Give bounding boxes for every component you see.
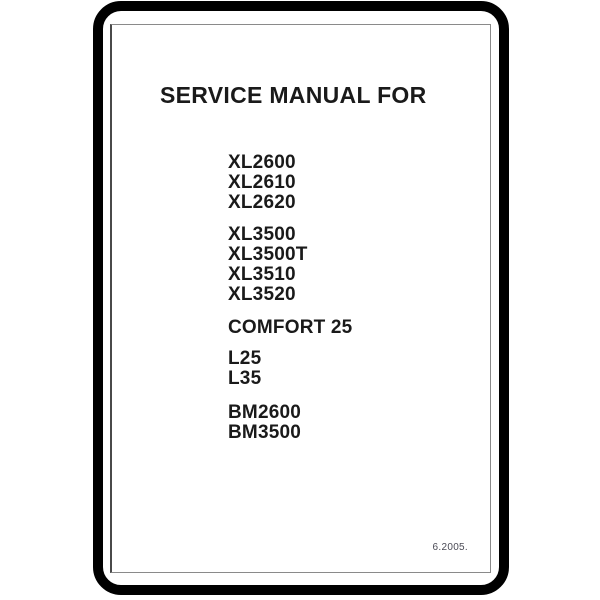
model-group-xl3500-series: [228, 225, 308, 305]
model-group-xl2600-series: [228, 153, 296, 213]
manual-cover-card: [93, 1, 509, 595]
model-number: COMFORT 25: [228, 317, 353, 338]
model-group-comfort: [228, 318, 352, 338]
model-number: L25: [228, 348, 262, 369]
model-number: L35: [228, 368, 262, 389]
model-number: XL3500: [228, 224, 296, 245]
model-number: BM3500: [228, 422, 302, 443]
page-title: SERVICE MANUAL FOR: [160, 82, 427, 108]
model-group-bm-series: [228, 403, 301, 443]
model-number: XL2600: [228, 152, 296, 173]
model-number: XL3520: [228, 284, 296, 305]
model-number: XL2610: [228, 172, 296, 193]
model-group-l-series: [228, 349, 261, 389]
model-number: XL3500T: [228, 244, 308, 265]
revision-date: 6.2005.: [432, 542, 468, 553]
cover-page: [110, 24, 491, 573]
model-number: XL2620: [228, 192, 296, 213]
model-number: XL3510: [228, 264, 296, 285]
model-number: BM2600: [228, 402, 302, 423]
